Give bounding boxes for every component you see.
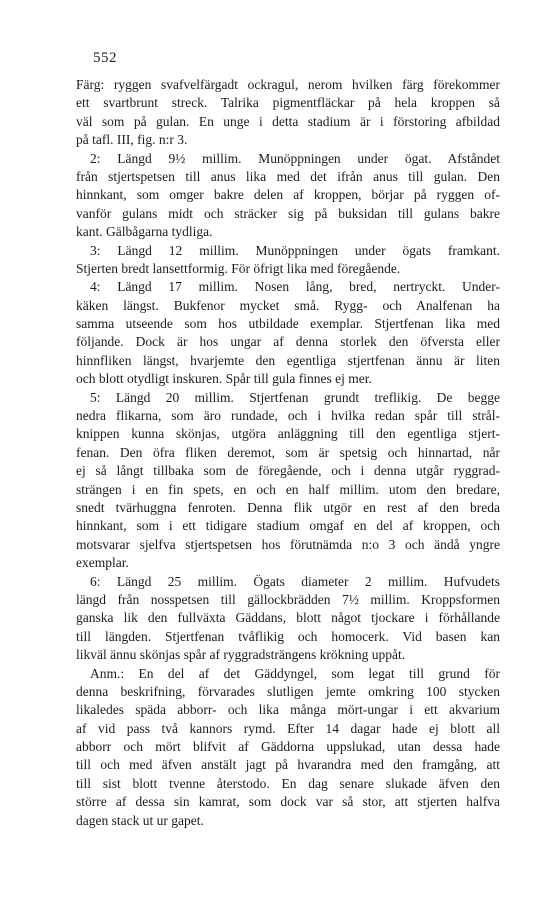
text-line: dagen stack ut ur gapet. (76, 812, 204, 828)
text-line: till längden. Stjertfenan tvåflikig och homocerk. Vid basen kan (76, 628, 500, 644)
text-line: 6: Längd 25 millim. Ögats diameter 2 millim. Hufvudets (90, 573, 500, 589)
text-line: större af dessa sin kamrat, som dock var så stor, att stjerten halfva (76, 794, 500, 810)
text-line: strängen i en fin spets, en och en half millim. utom den bredare, (76, 481, 500, 497)
text-line: Anm.: En del af det Gäddyngel, som legat till grund för (90, 665, 500, 681)
text-line: af vid pass två kannors rymd. Efter 14 dagar hade ej blott all (76, 720, 500, 736)
text-line: fenan. Den öfra fliken deremot, som är spetsig och hinnartad, når (76, 444, 500, 460)
text-line: nedra flikarna, som äro rundade, och i hvilka redan spår till strål- (76, 408, 500, 424)
text-line: Stjerten bredt lansettformig. För öfrigt lika med föregående. (76, 260, 401, 276)
text-line: till sist blott tvenne återstodo. En dag senare slukade äfven den (76, 775, 500, 791)
text-line: kant. Gälbågarna tydliga. (76, 224, 213, 240)
text-line: 5: Längd 20 millim. Stjertfenan grundt treflikig. De begge (90, 389, 500, 405)
text-line: väl som på gulan. En unge i detta stadium är i förstoring afbildad (76, 113, 500, 129)
text-line: ett svartbrunt streck. Talrika pigmentfläckar på hela kroppen så (76, 95, 500, 111)
text-line: 3: Längd 12 millim. Munöppningen under ögats framkant. (90, 242, 500, 258)
text-line: längd från nosspetsen till gällockbrädden 7½ millim. Kroppsformen (76, 591, 500, 607)
text-line: samma utseende som hos utbildade exemplar. Stjertfenan lika med (76, 316, 500, 332)
text-line: vanför gulans midt och sträcker sig på buksidan till gulans bakre (76, 205, 500, 221)
text-line: hinnkant, som omger bakre delen af kroppen, börjar på ryggen of- (76, 187, 500, 203)
text-line: knippen kunna skönjas, utgöra anläggning till den egentliga stjert- (76, 426, 500, 442)
page-number: 552 (93, 50, 117, 66)
text-line: motsvarar sjelfva stjertspetsen hos förutnämda n:o 3 och ändå yngre (76, 536, 500, 552)
text-line: snedt tvärhuggna fenroten. Denna flik utgör en rest af den breda (76, 499, 500, 515)
text-line: följande. Dock är hos ungar af denna storlek den öfversta eller (76, 334, 500, 350)
text-line: exemplar. (76, 555, 129, 571)
text-line: denna beskrifning, förvarades slutligen jemte omkring 100 stycken (76, 683, 500, 699)
text-line: ej så långt tillbaka som de föregående, och i denna utgår ryggrad- (76, 463, 500, 479)
body-text (76, 76, 500, 830)
text-line: till och med äfven anstält jagt på hvarandra med den framgång, att (76, 757, 500, 773)
text-line: käken längst. Bukfenor mycket små. Rygg- och Analfenan ha (76, 297, 500, 313)
text-line: på tafl. III, fig. n:r 3. (76, 132, 188, 148)
text-line: och blott otydligt inskuren. Spår till gula finnes ej mer. (76, 371, 372, 387)
text-line: likväl ännu skönjas spår af ryggradsträngens krökning uppåt. (76, 647, 406, 663)
text-line: 4: Längd 17 millim. Nosen lång, bred, nertryckt. Under- (90, 279, 500, 295)
text-line: ganska lik den fullväxta Gäddans, blott något tjockare i förhållande (76, 610, 500, 626)
text-line: likaledes späda abborr- och lika många mört-ungar i ett akvarium (76, 702, 500, 718)
text-line: hinnfliken längst, hvarjemte den egentliga stjertfenan ännu är liten (76, 352, 500, 368)
text-line: hinnkant, som i ett tidigare stadium omgaf en del af kroppen, och (76, 518, 500, 534)
text-line: abborr och mört blifvit af Gäddorna uppslukad, utan dessa hade (76, 739, 500, 755)
text-line: Färg: ryggen svafvelfärgadt ockragul, nerom hvilken färg förekommer (76, 77, 500, 92)
text-line: 2: Längd 9½ millim. Munöppningen under ögat. Afståndet (90, 150, 500, 166)
text-line: från stjertspetsen till anus lika med det ifrån anus till gulan. Den (76, 168, 500, 184)
